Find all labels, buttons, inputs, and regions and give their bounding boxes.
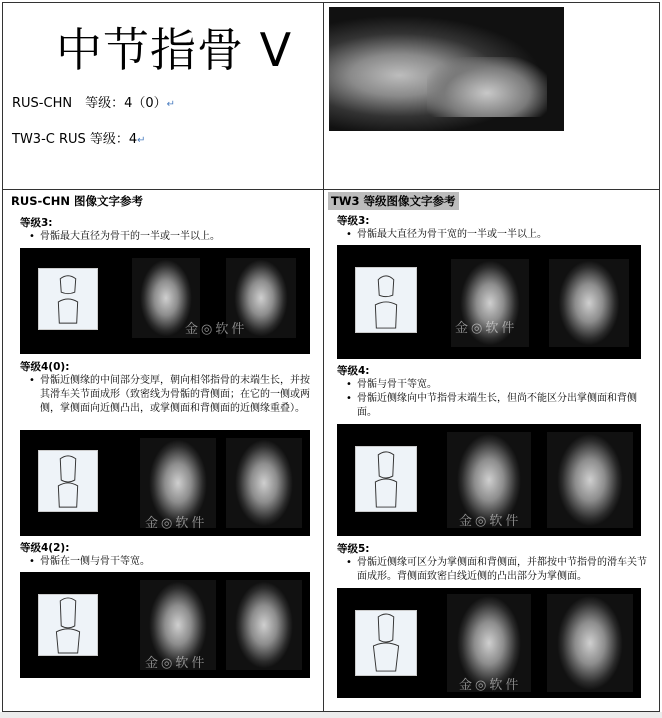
bone-diagram bbox=[355, 446, 417, 512]
tw3-grade4-image-strip bbox=[337, 424, 641, 536]
grade-title: 等级5: bbox=[337, 543, 370, 555]
xray-thumbnail bbox=[226, 438, 302, 528]
paragraph-mark-icon: ↵ bbox=[166, 99, 176, 110]
bone-diagram bbox=[38, 450, 98, 512]
tw3c-grade bbox=[12, 128, 146, 147]
rus-chn-grade-text: RUS-CHN 等级：4（0） bbox=[12, 96, 167, 111]
tw3-grade5 bbox=[337, 542, 647, 584]
watermark: 金◎软件 bbox=[459, 514, 522, 529]
grade-description: • 骨骺近侧缘可区分为掌侧面和背侧面，并都按中节指骨的滑车关节面成形。背侧面致密白线近侧的凸出部分为掌侧面。 bbox=[337, 556, 647, 584]
joint-region bbox=[427, 57, 547, 117]
xray-thumbnail bbox=[547, 594, 633, 692]
xray-thumbnail bbox=[549, 259, 629, 347]
grade-title: 等级4: bbox=[337, 365, 370, 377]
grade-title: 等级3: bbox=[20, 217, 53, 229]
bone-diagram bbox=[38, 268, 98, 330]
grade-description: • 骨骺最大直径为骨干宽的一半或一半以上。 bbox=[337, 228, 647, 242]
grade-title: 等级4(0): bbox=[20, 361, 70, 373]
tw3-heading: TW3 等级图像文字参考 bbox=[328, 192, 459, 210]
watermark: 金◎软件 bbox=[185, 322, 248, 337]
bone-diagram bbox=[355, 610, 417, 676]
grade-title: 等级3: bbox=[337, 215, 370, 227]
grade-description: • 骨骺与骨干等宽。 bbox=[337, 378, 647, 392]
rus-grade4-2-image-strip bbox=[20, 572, 310, 678]
tw3-grade3 bbox=[337, 214, 647, 242]
rus-chn-grade bbox=[12, 92, 175, 111]
watermark: 金◎软件 bbox=[145, 516, 208, 531]
rus-grade4-0 bbox=[20, 360, 310, 416]
watermark: 金◎软件 bbox=[455, 321, 518, 336]
paragraph-mark-icon: ↵ bbox=[137, 135, 146, 146]
xray-thumbnail bbox=[226, 580, 302, 670]
page-title: 中节指骨 V bbox=[56, 23, 293, 77]
finger-xray-image bbox=[329, 7, 564, 131]
tw3-grade4 bbox=[337, 364, 647, 420]
watermark: 金◎软件 bbox=[145, 656, 208, 671]
grade-description: • 骨骺最大直径为骨干的一半或一半以上。 bbox=[20, 230, 315, 244]
grade-description: • 骨骺在一侧与骨干等宽。 bbox=[20, 555, 310, 569]
rus-grade4-0-image-strip bbox=[20, 430, 310, 536]
tw3-grade3-image-strip bbox=[337, 245, 641, 359]
tw3c-grade-text: TW3-C RUS 等级：4 bbox=[12, 132, 138, 147]
watermark: 金◎软件 bbox=[459, 678, 522, 693]
rus-chn-heading: RUS-CHN 图像文字参考 bbox=[11, 194, 143, 208]
rus-grade3 bbox=[20, 216, 315, 244]
grade-description: • 骨骺近侧缘向中节指骨末端生长，但尚不能区分出掌侧面和背侧面。 bbox=[337, 392, 647, 420]
rus-grade4-2 bbox=[20, 541, 310, 569]
grade-title: 等级4(2): bbox=[20, 542, 70, 554]
bone-diagram bbox=[355, 267, 417, 333]
xray-thumbnail bbox=[547, 432, 633, 528]
grade-description: • 骨骺近侧缘的中间部分变厚，朝向相邻指骨的末端生长，并按其滑车关节面成形（致密线为骨骺的背侧面；在它的一侧或两侧，掌侧面向近侧凸出，或掌侧面和背侧面的近侧缘重叠）。 bbox=[20, 374, 310, 416]
rus-grade3-image-strip bbox=[20, 248, 310, 354]
tw3-grade5-image-strip bbox=[337, 588, 641, 698]
bone-diagram bbox=[38, 594, 98, 656]
page-bottom-edge bbox=[0, 712, 662, 718]
